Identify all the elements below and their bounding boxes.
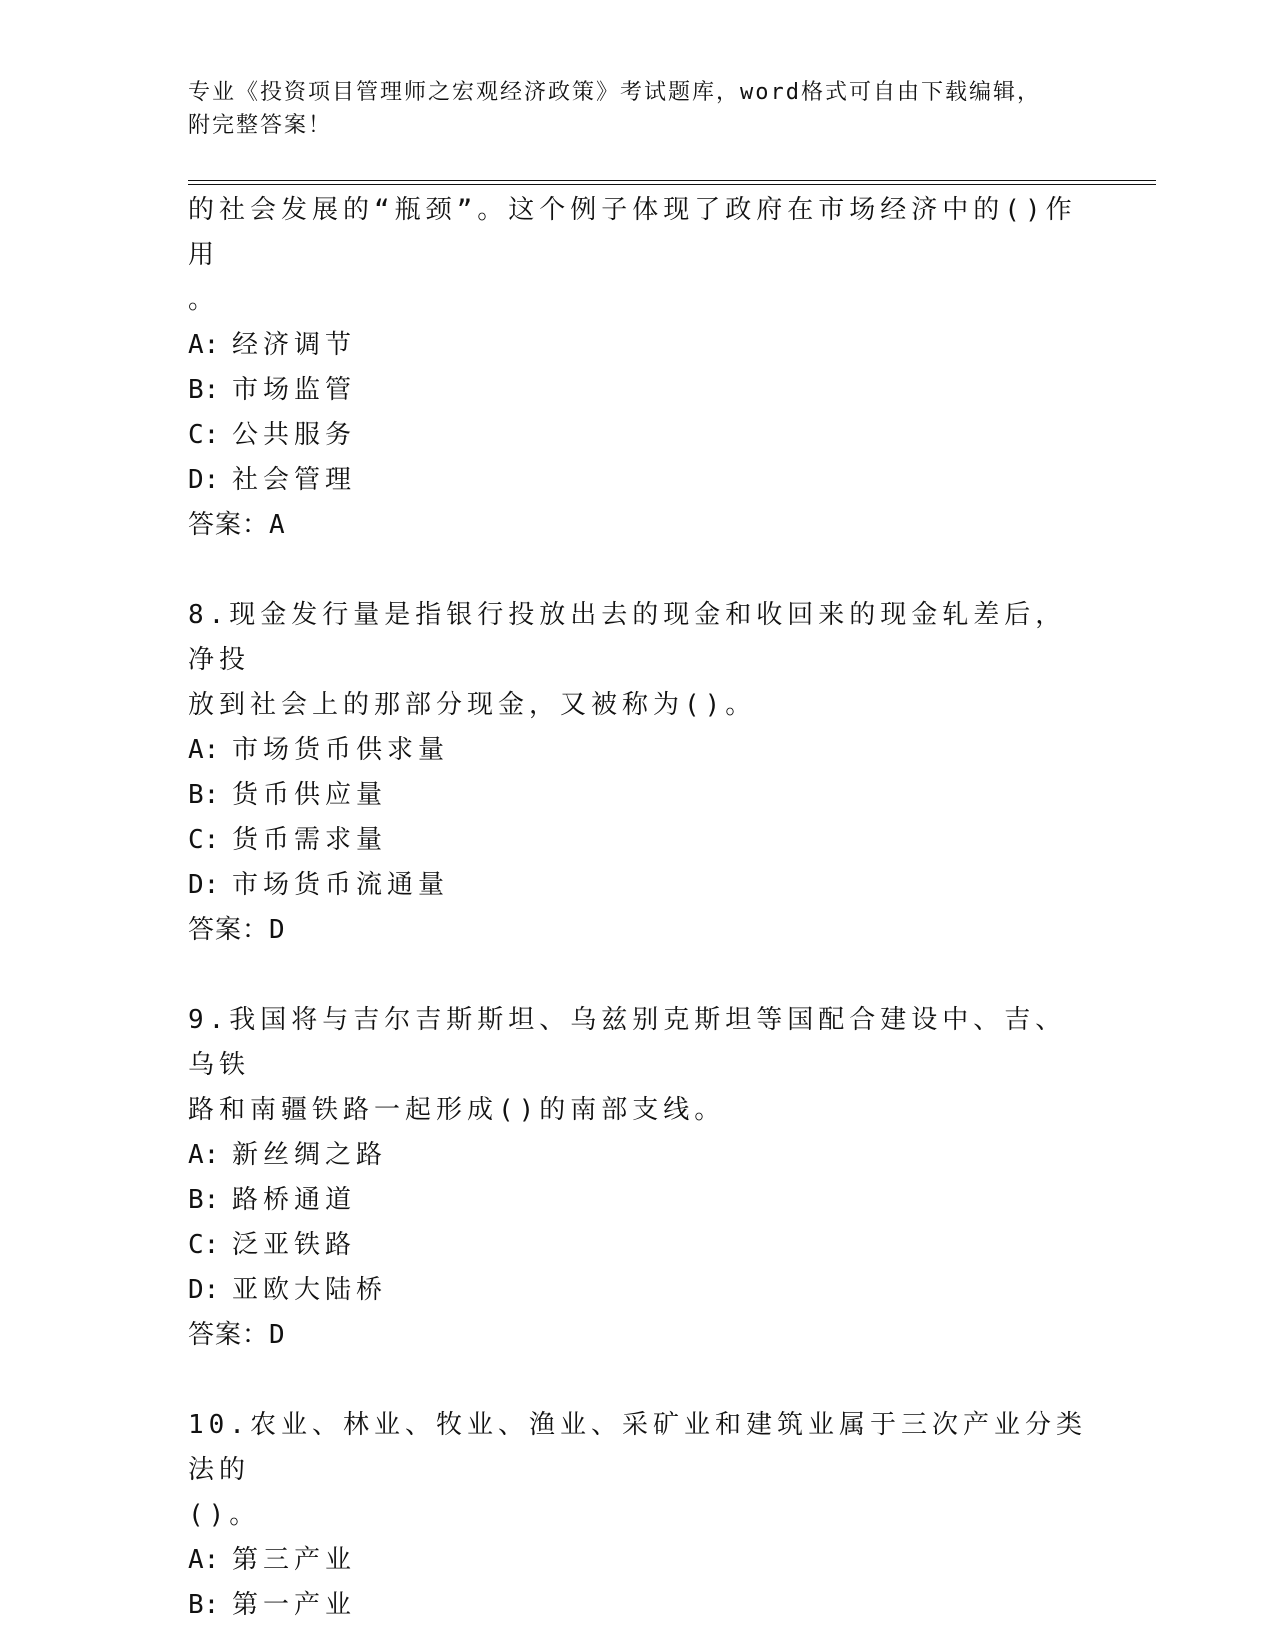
option-text: 第三产业: [232, 1545, 357, 1575]
question-9-option-a: [188, 1133, 1088, 1178]
question-7-option-c: [188, 413, 1088, 458]
question-10-option-b: [188, 1583, 1088, 1628]
option-text: 货币需求量: [232, 825, 388, 855]
question-9-text-line-2: 路和南疆铁路一起形成()的南部支线。: [188, 1095, 726, 1125]
question-9-option-b: [188, 1178, 1088, 1223]
option-text: 亚欧大陆桥: [232, 1275, 388, 1305]
option-text: 货币供应量: [232, 780, 388, 810]
page-header: [188, 76, 1088, 142]
question-7-text-line-2: 。: [188, 285, 220, 315]
option-key: A:: [188, 1140, 220, 1170]
option-key: D:: [188, 465, 220, 495]
option-text: 市场货币流通量: [232, 870, 450, 900]
option-key: A:: [188, 330, 220, 360]
option-text: 新丝绸之路: [232, 1140, 388, 1170]
question-7-option-d: [188, 458, 1088, 503]
header-line-2: 附完整答案！: [188, 113, 333, 138]
option-text: 第一产业: [232, 1590, 357, 1620]
option-text: 社会管理: [232, 465, 357, 495]
option-key: B:: [188, 1590, 220, 1620]
option-key: B:: [188, 375, 220, 405]
question-8-option-b: [188, 773, 1088, 818]
option-text: 市场监管: [232, 375, 357, 405]
option-key: C:: [188, 1230, 220, 1260]
question-10-option-a: [188, 1538, 1088, 1583]
question-9-text-line-1: 9.我国将与吉尔吉斯斯坦、乌兹别克斯坦等国配合建设中、吉、乌铁: [188, 1005, 1067, 1080]
option-text: 公共服务: [232, 420, 357, 450]
question-10-text-line-2: ()。: [188, 1500, 261, 1530]
question-7-option-b: [188, 368, 1088, 413]
option-text: 泛亚铁路: [232, 1230, 357, 1260]
question-8-option-c: [188, 818, 1088, 863]
header-divider: [188, 180, 1156, 185]
question-7: [188, 188, 1088, 548]
header-line-1: 专业《投资项目管理师之宏观经济政策》考试题库，word格式可自由下载编辑，: [188, 80, 1041, 105]
option-key: D:: [188, 1275, 220, 1305]
question-9: [188, 998, 1088, 1358]
question-10: [188, 1403, 1088, 1628]
question-8: [188, 593, 1088, 953]
question-8-answer: 答案：D: [188, 915, 286, 945]
question-8-text-line-1: 8.现金发行量是指银行投放出去的现金和收回来的现金轧差后，净投: [188, 600, 1067, 675]
option-key: B:: [188, 1185, 220, 1215]
option-key: D:: [188, 870, 220, 900]
question-8-text-line-2: 放到社会上的那部分现金，又被称为()。: [188, 690, 757, 720]
question-list: [188, 188, 1088, 1628]
option-key: C:: [188, 825, 220, 855]
question-7-text-line-1: 的社会发展的“瓶颈”。这个例子体现了政府在市场经济中的()作用: [188, 195, 1077, 270]
option-key: C:: [188, 420, 220, 450]
option-key: A:: [188, 1545, 220, 1575]
question-8-option-a: [188, 728, 1088, 773]
question-8-option-d: [188, 863, 1088, 908]
option-text: 经济调节: [232, 330, 357, 360]
question-9-option-d: [188, 1268, 1088, 1313]
question-9-option-c: [188, 1223, 1088, 1268]
question-7-option-a: [188, 323, 1088, 368]
question-10-text-line-1: 10.农业、林业、牧业、渔业、采矿业和建筑业属于三次产业分类法的: [188, 1410, 1087, 1485]
question-7-answer: 答案：A: [188, 510, 286, 540]
question-9-answer: 答案：D: [188, 1320, 286, 1350]
option-text: 市场货币供求量: [232, 735, 450, 765]
option-text: 路桥通道: [232, 1185, 357, 1215]
option-key: A:: [188, 735, 220, 765]
option-key: B:: [188, 780, 220, 810]
